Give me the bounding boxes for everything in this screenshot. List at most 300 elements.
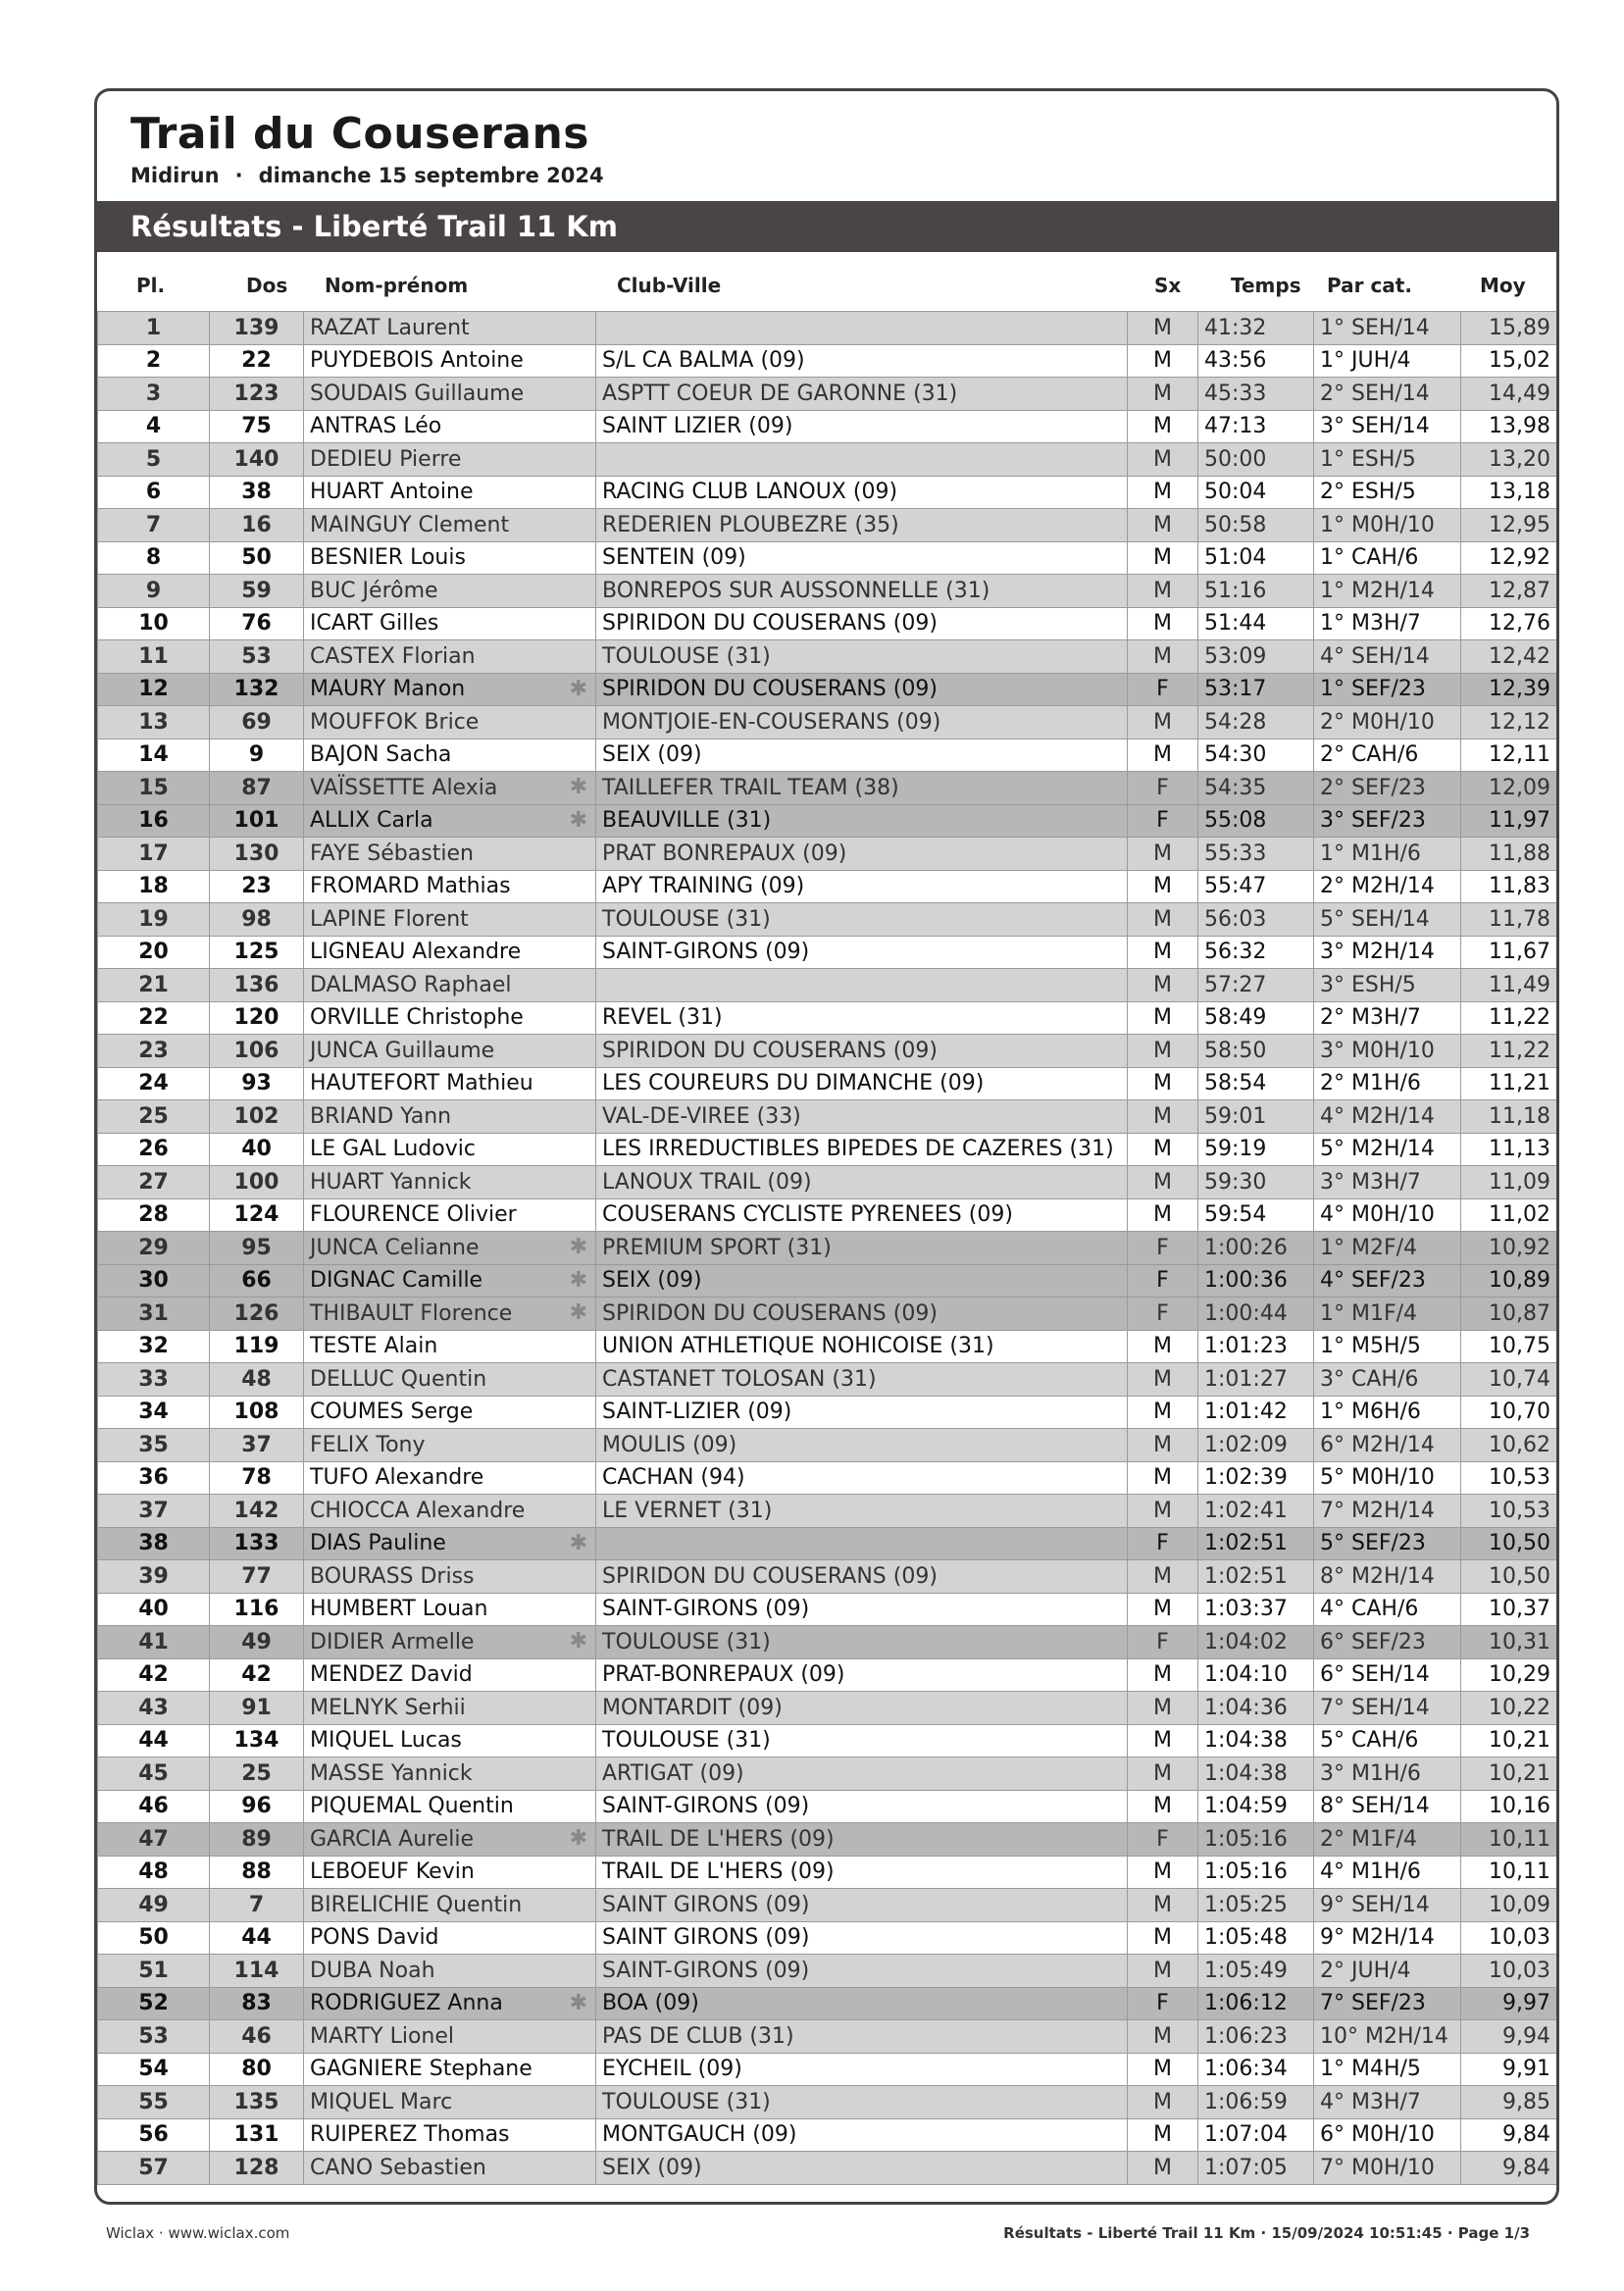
cell-dos: 38 bbox=[210, 476, 304, 509]
cell-club: SAINT-LIZIER (09) bbox=[596, 1396, 1128, 1429]
cell-pl: 5 bbox=[98, 443, 210, 477]
cell-moy: 9,85 bbox=[1461, 2086, 1557, 2119]
cell-name bbox=[304, 1232, 596, 1265]
cell-sx: M bbox=[1128, 575, 1198, 608]
cell-cat: 3° SEF/23 bbox=[1314, 804, 1461, 838]
cell-time: 1:00:26 bbox=[1198, 1232, 1314, 1265]
cell-cat: 3° M1H/6 bbox=[1314, 1757, 1461, 1791]
cell-sx: M bbox=[1128, 1921, 1198, 1955]
cell-dos: 22 bbox=[210, 344, 304, 378]
cell-club: SAINT-GIRONS (09) bbox=[596, 1790, 1128, 1823]
cell-dos: 131 bbox=[210, 2118, 304, 2152]
cell-cat: 3° ESH/5 bbox=[1314, 969, 1461, 1002]
runner-name: TUFO Alexandre bbox=[310, 1465, 484, 1491]
runner-name: DIDIER Armelle bbox=[310, 1629, 475, 1655]
runner-name: FLOURENCE Olivier bbox=[310, 1202, 517, 1228]
table-row bbox=[98, 1955, 1557, 1988]
cell-pl: 4 bbox=[98, 410, 210, 443]
cell-dos: 133 bbox=[210, 1527, 304, 1560]
cell-sx: M bbox=[1128, 1495, 1198, 1528]
cell-time: 1:04:38 bbox=[1198, 1724, 1314, 1757]
cell-cat: 1° M1F/4 bbox=[1314, 1298, 1461, 1331]
cell-sx: M bbox=[1128, 1166, 1198, 1199]
table-row bbox=[98, 1298, 1557, 1331]
table-row bbox=[98, 838, 1557, 871]
cell-moy: 10,87 bbox=[1461, 1298, 1557, 1331]
cell-time: 1:04:59 bbox=[1198, 1790, 1314, 1823]
cell-name bbox=[304, 838, 596, 871]
cell-club: PRAT-BONREPAUX (09) bbox=[596, 1658, 1128, 1692]
cell-club: TAILLEFER TRAIL TEAM (38) bbox=[596, 772, 1128, 805]
cell-dos: 100 bbox=[210, 1166, 304, 1199]
table-row bbox=[98, 1593, 1557, 1626]
cell-cat: 1° M2F/4 bbox=[1314, 1232, 1461, 1265]
cell-sx: M bbox=[1128, 443, 1198, 477]
cell-time: 58:49 bbox=[1198, 1001, 1314, 1035]
cell-moy: 10,03 bbox=[1461, 1921, 1557, 1955]
cell-time: 1:01:23 bbox=[1198, 1330, 1314, 1363]
cell-moy: 10,50 bbox=[1461, 1560, 1557, 1594]
cell-moy: 12,39 bbox=[1461, 673, 1557, 706]
cell-club: SEIX (09) bbox=[596, 738, 1128, 772]
cell-moy: 11,02 bbox=[1461, 1198, 1557, 1232]
cell-dos: 136 bbox=[210, 969, 304, 1002]
cell-sx: M bbox=[1128, 1133, 1198, 1166]
cell-pl: 35 bbox=[98, 1429, 210, 1462]
cell-pl: 19 bbox=[98, 903, 210, 937]
cell-moy: 12,95 bbox=[1461, 509, 1557, 542]
cell-pl: 49 bbox=[98, 1889, 210, 1922]
cell-time: 55:08 bbox=[1198, 804, 1314, 838]
cell-moy: 10,21 bbox=[1461, 1724, 1557, 1757]
runner-name: JUNCA Guillaume bbox=[310, 1038, 495, 1063]
cell-pl: 13 bbox=[98, 706, 210, 739]
cell-cat: 5° M0H/10 bbox=[1314, 1461, 1461, 1495]
cell-time: 51:04 bbox=[1198, 541, 1314, 575]
cell-pl: 48 bbox=[98, 1856, 210, 1889]
column-header-cat: Par cat. bbox=[1327, 274, 1412, 297]
cell-pl: 46 bbox=[98, 1790, 210, 1823]
cell-time: 1:06:34 bbox=[1198, 2053, 1314, 2086]
cell-moy: 10,11 bbox=[1461, 1823, 1557, 1857]
cell-club: UNION ATHLETIQUE NOHICOISE (31) bbox=[596, 1330, 1128, 1363]
cell-pl: 53 bbox=[98, 2020, 210, 2054]
table-row bbox=[98, 1461, 1557, 1495]
cell-sx: F bbox=[1128, 1626, 1198, 1659]
cell-moy: 12,42 bbox=[1461, 640, 1557, 674]
runner-name: GAGNIERE Stephane bbox=[310, 2057, 533, 2082]
cell-sx: M bbox=[1128, 1001, 1198, 1035]
cell-club: REDERIEN PLOUBEZRE (35) bbox=[596, 509, 1128, 542]
cell-name bbox=[304, 936, 596, 969]
cell-dos: 37 bbox=[210, 1429, 304, 1462]
female-marker-icon: ✱ bbox=[569, 775, 587, 799]
cell-dos: 25 bbox=[210, 1757, 304, 1791]
cell-cat: 2° SEF/23 bbox=[1314, 772, 1461, 805]
table-row bbox=[98, 706, 1557, 739]
cell-name bbox=[304, 344, 596, 378]
cell-cat: 9° M2H/14 bbox=[1314, 1921, 1461, 1955]
cell-sx: M bbox=[1128, 1100, 1198, 1134]
cell-moy: 11,83 bbox=[1461, 870, 1557, 903]
cell-name bbox=[304, 1067, 596, 1100]
cell-sx: M bbox=[1128, 1658, 1198, 1692]
cell-cat: 2° JUH/4 bbox=[1314, 1955, 1461, 1988]
cell-dos: 9 bbox=[210, 738, 304, 772]
cell-moy: 11,21 bbox=[1461, 1067, 1557, 1100]
cell-dos: 76 bbox=[210, 607, 304, 640]
female-marker-icon: ✱ bbox=[569, 1235, 587, 1259]
cell-sx: F bbox=[1128, 1232, 1198, 1265]
cell-name bbox=[304, 2152, 596, 2185]
cell-sx: M bbox=[1128, 1429, 1198, 1462]
runner-name: JUNCA Celianne bbox=[310, 1235, 480, 1260]
cell-club bbox=[596, 1527, 1128, 1560]
cell-pl: 12 bbox=[98, 673, 210, 706]
cell-name bbox=[304, 1823, 596, 1857]
table-row bbox=[98, 1035, 1557, 1068]
cell-club: SEIX (09) bbox=[596, 2152, 1128, 2185]
footer-left: Wiclax · www.wiclax.com bbox=[106, 2224, 290, 2242]
cell-moy: 11,67 bbox=[1461, 936, 1557, 969]
table-row bbox=[98, 1232, 1557, 1265]
cell-dos: 132 bbox=[210, 673, 304, 706]
cell-cat: 7° SEF/23 bbox=[1314, 1987, 1461, 2020]
cell-moy: 9,84 bbox=[1461, 2118, 1557, 2152]
cell-time: 1:05:25 bbox=[1198, 1889, 1314, 1922]
cell-dos: 98 bbox=[210, 903, 304, 937]
cell-dos: 101 bbox=[210, 804, 304, 838]
table-row bbox=[98, 2152, 1557, 2185]
cell-cat: 3° CAH/6 bbox=[1314, 1363, 1461, 1397]
runner-name: MIQUEL Lucas bbox=[310, 1728, 462, 1754]
cell-name bbox=[304, 1560, 596, 1594]
cell-name bbox=[304, 772, 596, 805]
cell-pl: 47 bbox=[98, 1823, 210, 1857]
cell-sx: M bbox=[1128, 706, 1198, 739]
cell-moy: 11,13 bbox=[1461, 1133, 1557, 1166]
cell-moy: 15,89 bbox=[1461, 312, 1557, 345]
cell-pl: 9 bbox=[98, 575, 210, 608]
cell-moy: 12,76 bbox=[1461, 607, 1557, 640]
cell-dos: 102 bbox=[210, 1100, 304, 1134]
runner-name: PUYDEBOIS Antoine bbox=[310, 348, 524, 374]
cell-club: TOULOUSE (31) bbox=[596, 1724, 1128, 1757]
cell-club: TOULOUSE (31) bbox=[596, 640, 1128, 674]
cell-cat: 1° M2H/14 bbox=[1314, 575, 1461, 608]
cell-sx: F bbox=[1128, 1264, 1198, 1298]
table-row bbox=[98, 1396, 1557, 1429]
table-row bbox=[98, 344, 1557, 378]
cell-name bbox=[304, 1363, 596, 1397]
female-marker-icon: ✱ bbox=[569, 1530, 587, 1555]
cell-moy: 10,11 bbox=[1461, 1856, 1557, 1889]
cell-dos: 126 bbox=[210, 1298, 304, 1331]
footer-right: Résultats - Liberté Trail 11 Km · 15/09/2024 10:51:45 · Page 1/3 bbox=[1003, 2224, 1530, 2242]
cell-sx: M bbox=[1128, 870, 1198, 903]
cell-sx: M bbox=[1128, 2053, 1198, 2086]
cell-pl: 45 bbox=[98, 1757, 210, 1791]
cell-name bbox=[304, 509, 596, 542]
runner-name: MOUFFOK Brice bbox=[310, 709, 480, 735]
cell-sx: M bbox=[1128, 2020, 1198, 2054]
cell-dos: 49 bbox=[210, 1626, 304, 1659]
cell-time: 51:44 bbox=[1198, 607, 1314, 640]
cell-cat: 7° M2H/14 bbox=[1314, 1495, 1461, 1528]
cell-name bbox=[304, 1396, 596, 1429]
cell-time: 1:05:16 bbox=[1198, 1856, 1314, 1889]
cell-club: ARTIGAT (09) bbox=[596, 1757, 1128, 1791]
cell-name bbox=[304, 312, 596, 345]
runner-name: CHIOCCA Alexandre bbox=[310, 1498, 526, 1523]
cell-cat: 1° CAH/6 bbox=[1314, 541, 1461, 575]
table-row bbox=[98, 443, 1557, 477]
cell-moy: 10,74 bbox=[1461, 1363, 1557, 1397]
cell-pl: 2 bbox=[98, 344, 210, 378]
table-row bbox=[98, 1429, 1557, 1462]
cell-sx: M bbox=[1128, 1363, 1198, 1397]
female-marker-icon: ✱ bbox=[569, 807, 587, 833]
cell-sx: M bbox=[1128, 1461, 1198, 1495]
cell-moy: 10,62 bbox=[1461, 1429, 1557, 1462]
runner-name: BESNIER Louis bbox=[310, 545, 466, 571]
cell-sx: F bbox=[1128, 804, 1198, 838]
cell-sx: M bbox=[1128, 838, 1198, 871]
runner-name: DIGNAC Camille bbox=[310, 1268, 483, 1294]
cell-cat: 1° SEH/14 bbox=[1314, 312, 1461, 345]
cell-club: MONTJOIE-EN-COUSERANS (09) bbox=[596, 706, 1128, 739]
cell-club: PREMIUM SPORT (31) bbox=[596, 1232, 1128, 1265]
cell-name bbox=[304, 1330, 596, 1363]
cell-pl: 24 bbox=[98, 1067, 210, 1100]
cell-sx: F bbox=[1128, 673, 1198, 706]
cell-name bbox=[304, 1955, 596, 1988]
runner-name: LEBOEUF Kevin bbox=[310, 1859, 475, 1885]
runner-name: HAUTEFORT Mathieu bbox=[310, 1071, 533, 1096]
cell-dos: 40 bbox=[210, 1133, 304, 1166]
cell-sx: M bbox=[1128, 1724, 1198, 1757]
runner-name: ICART Gilles bbox=[310, 611, 439, 636]
cell-time: 56:32 bbox=[1198, 936, 1314, 969]
cell-club: LES IRREDUCTIBLES BIPEDES DE CAZERES (31) bbox=[596, 1133, 1128, 1166]
cell-cat: 2° SEH/14 bbox=[1314, 378, 1461, 411]
cell-club: APY TRAINING (09) bbox=[596, 870, 1128, 903]
cell-club: MONTGAUCH (09) bbox=[596, 2118, 1128, 2152]
runner-name: MASSE Yannick bbox=[310, 1760, 473, 1786]
cell-club: COUSERANS CYCLISTE PYRENEES (09) bbox=[596, 1198, 1128, 1232]
cell-moy: 10,50 bbox=[1461, 1527, 1557, 1560]
separator: · bbox=[234, 164, 243, 187]
cell-dos: 75 bbox=[210, 410, 304, 443]
cell-moy: 9,84 bbox=[1461, 2152, 1557, 2185]
table-row bbox=[98, 1856, 1557, 1889]
runner-name: SOUDAIS Guillaume bbox=[310, 381, 525, 406]
cell-sx: M bbox=[1128, 1330, 1198, 1363]
cell-cat: 6° M2H/14 bbox=[1314, 1429, 1461, 1462]
column-header-pl: Pl. bbox=[136, 274, 166, 297]
cell-pl: 30 bbox=[98, 1264, 210, 1298]
cell-pl: 37 bbox=[98, 1495, 210, 1528]
cell-sx: F bbox=[1128, 1987, 1198, 2020]
cell-dos: 7 bbox=[210, 1889, 304, 1922]
cell-cat: 2° M1H/6 bbox=[1314, 1067, 1461, 1100]
cell-club: S/L CA BALMA (09) bbox=[596, 344, 1128, 378]
cell-moy: 12,92 bbox=[1461, 541, 1557, 575]
cell-moy: 9,91 bbox=[1461, 2053, 1557, 2086]
cell-moy: 12,12 bbox=[1461, 706, 1557, 739]
runner-name: FROMARD Mathias bbox=[310, 874, 511, 899]
cell-time: 59:01 bbox=[1198, 1100, 1314, 1134]
cell-name bbox=[304, 1658, 596, 1692]
table-row bbox=[98, 1724, 1557, 1757]
cell-dos: 23 bbox=[210, 870, 304, 903]
cell-pl: 25 bbox=[98, 1100, 210, 1134]
cell-dos: 124 bbox=[210, 1198, 304, 1232]
cell-time: 58:50 bbox=[1198, 1035, 1314, 1068]
cell-cat: 1° M4H/5 bbox=[1314, 2053, 1461, 2086]
cell-club: TRAIL DE L'HERS (09) bbox=[596, 1856, 1128, 1889]
table-row bbox=[98, 1527, 1557, 1560]
cell-pl: 32 bbox=[98, 1330, 210, 1363]
cell-cat: 1° M0H/10 bbox=[1314, 509, 1461, 542]
cell-time: 54:28 bbox=[1198, 706, 1314, 739]
cell-name bbox=[304, 1166, 596, 1199]
runner-name: ORVILLE Christophe bbox=[310, 1005, 524, 1031]
cell-pl: 57 bbox=[98, 2152, 210, 2185]
cell-pl: 41 bbox=[98, 1626, 210, 1659]
cell-cat: 1° M3H/7 bbox=[1314, 607, 1461, 640]
cell-sx: M bbox=[1128, 738, 1198, 772]
cell-moy: 13,20 bbox=[1461, 443, 1557, 477]
document-header bbox=[97, 91, 1556, 201]
column-headers bbox=[97, 252, 1556, 311]
table-row bbox=[98, 903, 1557, 937]
table-row bbox=[98, 410, 1557, 443]
runner-name: MENDEZ David bbox=[310, 1662, 473, 1688]
runner-name: COUMES Serge bbox=[310, 1400, 474, 1425]
runner-name: FAYE Sébastien bbox=[310, 840, 474, 866]
cell-dos: 96 bbox=[210, 1790, 304, 1823]
table-row bbox=[98, 312, 1557, 345]
cell-name bbox=[304, 1692, 596, 1725]
cell-moy: 10,92 bbox=[1461, 1232, 1557, 1265]
cell-name bbox=[304, 378, 596, 411]
cell-sx: M bbox=[1128, 344, 1198, 378]
cell-name bbox=[304, 706, 596, 739]
cell-time: 54:35 bbox=[1198, 772, 1314, 805]
cell-club: REVEL (31) bbox=[596, 1001, 1128, 1035]
cell-club: SAINT-GIRONS (09) bbox=[596, 936, 1128, 969]
cell-pl: 39 bbox=[98, 1560, 210, 1594]
cell-time: 54:30 bbox=[1198, 738, 1314, 772]
cell-name bbox=[304, 1921, 596, 1955]
runner-name: ALLIX Carla bbox=[310, 808, 433, 834]
table-row bbox=[98, 1757, 1557, 1791]
cell-pl: 17 bbox=[98, 838, 210, 871]
cell-pl: 28 bbox=[98, 1198, 210, 1232]
table-row bbox=[98, 1823, 1557, 1857]
cell-cat: 3° M2H/14 bbox=[1314, 936, 1461, 969]
cell-cat: 1° M5H/5 bbox=[1314, 1330, 1461, 1363]
runner-name: FELIX Tony bbox=[310, 1432, 426, 1457]
cell-pl: 52 bbox=[98, 1987, 210, 2020]
runner-name: MAURY Manon bbox=[310, 677, 466, 702]
cell-sx: F bbox=[1128, 1298, 1198, 1331]
cell-club: VAL-DE-VIREE (33) bbox=[596, 1100, 1128, 1134]
cell-pl: 7 bbox=[98, 509, 210, 542]
cell-cat: 2° M2H/14 bbox=[1314, 870, 1461, 903]
table-row bbox=[98, 1987, 1557, 2020]
cell-pl: 42 bbox=[98, 1658, 210, 1692]
cell-cat: 7° M0H/10 bbox=[1314, 2152, 1461, 2185]
cell-time: 1:04:02 bbox=[1198, 1626, 1314, 1659]
cell-club: TOULOUSE (31) bbox=[596, 2086, 1128, 2119]
cell-time: 53:17 bbox=[1198, 673, 1314, 706]
cell-sx: M bbox=[1128, 541, 1198, 575]
cell-name bbox=[304, 1035, 596, 1068]
cell-club: TOULOUSE (31) bbox=[596, 1626, 1128, 1659]
cell-sx: M bbox=[1128, 1692, 1198, 1725]
table-row bbox=[98, 1166, 1557, 1199]
cell-cat: 5° CAH/6 bbox=[1314, 1724, 1461, 1757]
cell-name bbox=[304, 1264, 596, 1298]
cell-pl: 8 bbox=[98, 541, 210, 575]
cell-name bbox=[304, 1133, 596, 1166]
cell-time: 1:06:59 bbox=[1198, 2086, 1314, 2119]
table-row bbox=[98, 969, 1557, 1002]
cell-sx: F bbox=[1128, 1527, 1198, 1560]
runner-name: DUBA Noah bbox=[310, 1958, 435, 1983]
cell-moy: 10,53 bbox=[1461, 1495, 1557, 1528]
cell-name bbox=[304, 1626, 596, 1659]
cell-dos: 80 bbox=[210, 2053, 304, 2086]
cell-club: SEIX (09) bbox=[596, 1264, 1128, 1298]
results-table bbox=[97, 311, 1557, 2185]
female-marker-icon: ✱ bbox=[569, 676, 587, 701]
cell-moy: 11,88 bbox=[1461, 838, 1557, 871]
cell-time: 55:33 bbox=[1198, 838, 1314, 871]
cell-dos: 135 bbox=[210, 2086, 304, 2119]
cell-time: 47:13 bbox=[1198, 410, 1314, 443]
female-marker-icon: ✱ bbox=[569, 1629, 587, 1654]
cell-cat: 6° SEF/23 bbox=[1314, 1626, 1461, 1659]
cell-pl: 15 bbox=[98, 772, 210, 805]
cell-moy: 13,18 bbox=[1461, 476, 1557, 509]
runner-name: DEDIEU Pierre bbox=[310, 446, 462, 472]
cell-time: 58:54 bbox=[1198, 1067, 1314, 1100]
cell-time: 50:04 bbox=[1198, 476, 1314, 509]
runner-name: PONS David bbox=[310, 1925, 439, 1951]
cell-name bbox=[304, 738, 596, 772]
cell-name bbox=[304, 1889, 596, 1922]
cell-name bbox=[304, 443, 596, 477]
cell-sx: M bbox=[1128, 378, 1198, 411]
cell-moy: 10,31 bbox=[1461, 1626, 1557, 1659]
cell-club: SENTEIN (09) bbox=[596, 541, 1128, 575]
table-row bbox=[98, 575, 1557, 608]
cell-name bbox=[304, 804, 596, 838]
cell-club: BONREPOS SUR AUSSONNELLE (31) bbox=[596, 575, 1128, 608]
cell-time: 57:27 bbox=[1198, 969, 1314, 1002]
cell-cat: 6° M0H/10 bbox=[1314, 2118, 1461, 2152]
cell-pl: 54 bbox=[98, 2053, 210, 2086]
cell-name bbox=[304, 1527, 596, 1560]
cell-moy: 15,02 bbox=[1461, 344, 1557, 378]
table-row bbox=[98, 1889, 1557, 1922]
cell-moy: 9,94 bbox=[1461, 2020, 1557, 2054]
cell-moy: 11,09 bbox=[1461, 1166, 1557, 1199]
runner-name: VAÏSSETTE Alexia bbox=[310, 775, 498, 800]
